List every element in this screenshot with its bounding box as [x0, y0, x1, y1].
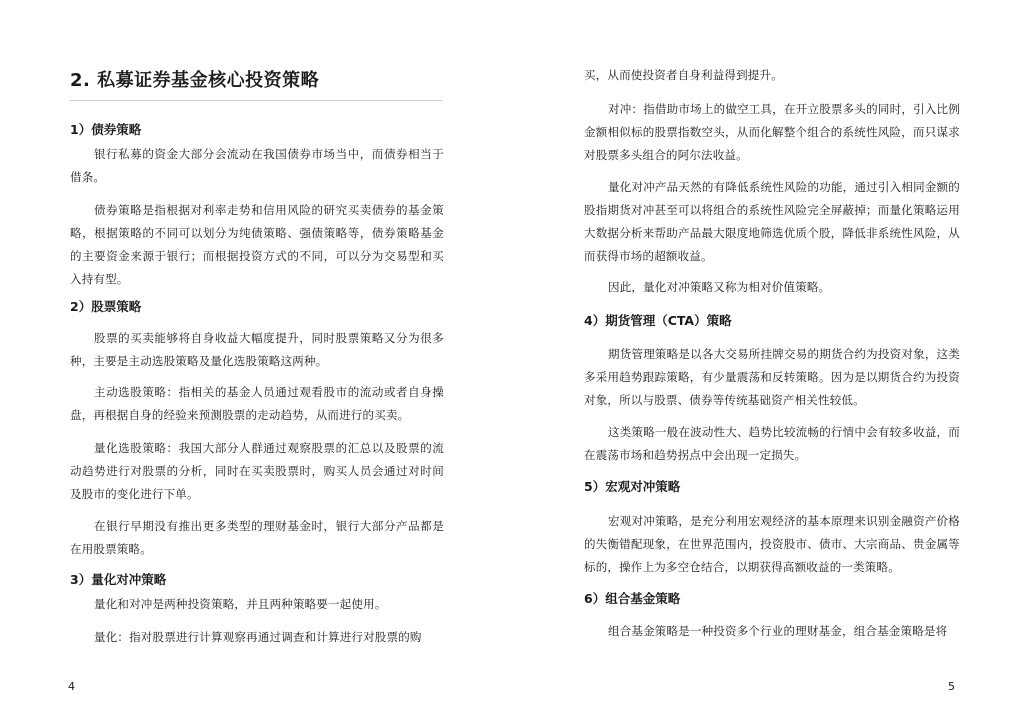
stock-strategy-paragraph-3: 量化选股策略：我国大部分人群通过观察股票的汇总以及股票的流动趋势进行对股票的分析，同时在买卖股票时，购买人员会通过对时间及股市的变化进行下单。	[70, 441, 444, 501]
quant-hedge-paragraph-2: 量化：指对股票进行计算观察再通过调查和计算进行对股票的购	[94, 630, 422, 644]
stock-strategy-paragraph-4: 在银行早期没有推出更多类型的理财基金时，银行大部分产品都是在用股票策略。	[70, 519, 444, 556]
page-number-right: 5	[948, 680, 955, 693]
bond-strategy-title: 1）债券策略	[70, 122, 142, 137]
cta-strategy-paragraph-1: 期货管理策略是以各大交易所挂牌交易的期货合约为投资对象，这类多采用趋势跟踪策略，有少量震荡和反转策略。因为是以期货合约为投资对象，所以与股票、债券等传统基础资产相关性较低。	[584, 347, 960, 407]
section-heading: 2. 私募证券基金核心投资策略	[70, 70, 442, 101]
bond-strategy-paragraph-1: 银行私募的资金大部分会流动在我国债券市场当中，而债券相当于借条。	[70, 147, 444, 184]
stock-strategy-paragraph-1: 股票的买卖能够将自身收益大幅度提升，同时股票策略又分为很多种，主要是主动选股策略及量化选股策略这两种。	[70, 331, 444, 368]
hedge-definition-paragraph: 对冲：指借助市场上的做空工具，在开立股票多头的同时，引入比例金额相似标的股票指数空头，从而化解整个组合的系统性风险，而只谋求对股票多头组合的阿尔法收益。	[584, 102, 960, 162]
macro-hedge-paragraph: 宏观对冲策略，是充分利用宏观经济的基本原理来识别金融资产价格的失衡错配现象，在世界范围内，投资股市、债市、大宗商品、贵金属等标的，操作上为多空仓结合，以期获得高额收益的一类策略。	[584, 514, 960, 574]
quant-hedge-strategy-title: 3）量化对冲策略	[70, 572, 167, 587]
fund-of-funds-strategy-title: 6）组合基金策略	[584, 591, 681, 606]
relative-value-paragraph: 因此，量化对冲策略又称为相对价值策略。	[608, 280, 831, 294]
cta-strategy-title: 4）期货管理（CTA）策略	[584, 313, 732, 328]
stock-strategy-paragraph-2: 主动选股策略：指相关的基金人员通过观看股市的流动或者自身操盘，再根据自身的经验来预测股票的走动趋势，从而进行的买卖。	[70, 385, 444, 422]
page-number-left: 4	[68, 680, 75, 693]
macro-hedge-strategy-title: 5）宏观对冲策略	[584, 479, 681, 494]
fund-of-funds-paragraph: 组合基金策略是一种投资多个行业的理财基金，组合基金策略是将	[608, 624, 948, 638]
bond-strategy-paragraph-2: 债券策略是指根据对利率走势和信用风险的研究买卖债券的基金策略，根据策略的不同可以划分为纯债策略、强债策略等，债券策略基金的主要资金来源于银行；而根据投资方式的不同，可以分为交易型和买入持有型。	[70, 203, 444, 286]
continued-paragraph: 买，从而使投资者自身利益得到提升。	[584, 68, 783, 82]
quant-hedge-paragraph-1: 量化和对冲是两种投资策略，并且两种策略要一起使用。	[94, 597, 387, 611]
stock-strategy-title: 2）股票策略	[70, 299, 142, 314]
quant-hedge-benefits-paragraph: 量化对冲产品天然的有降低系统性风险的功能，通过引入相同金额的股指期货对冲甚至可以将组合的系统性风险完全屏蔽掉；而量化策略运用大数据分析来帮助产品最大限度地筛选优质个股，降低非系统性风险，从而获得市场的超额收益。	[584, 180, 960, 263]
cta-strategy-paragraph-2: 这类策略一般在波动性大、趋势比较流畅的行情中会有较多收益，而在震荡市场和趋势拐点中会出现一定损失。	[584, 425, 960, 462]
right-page	[512, 0, 1024, 727]
